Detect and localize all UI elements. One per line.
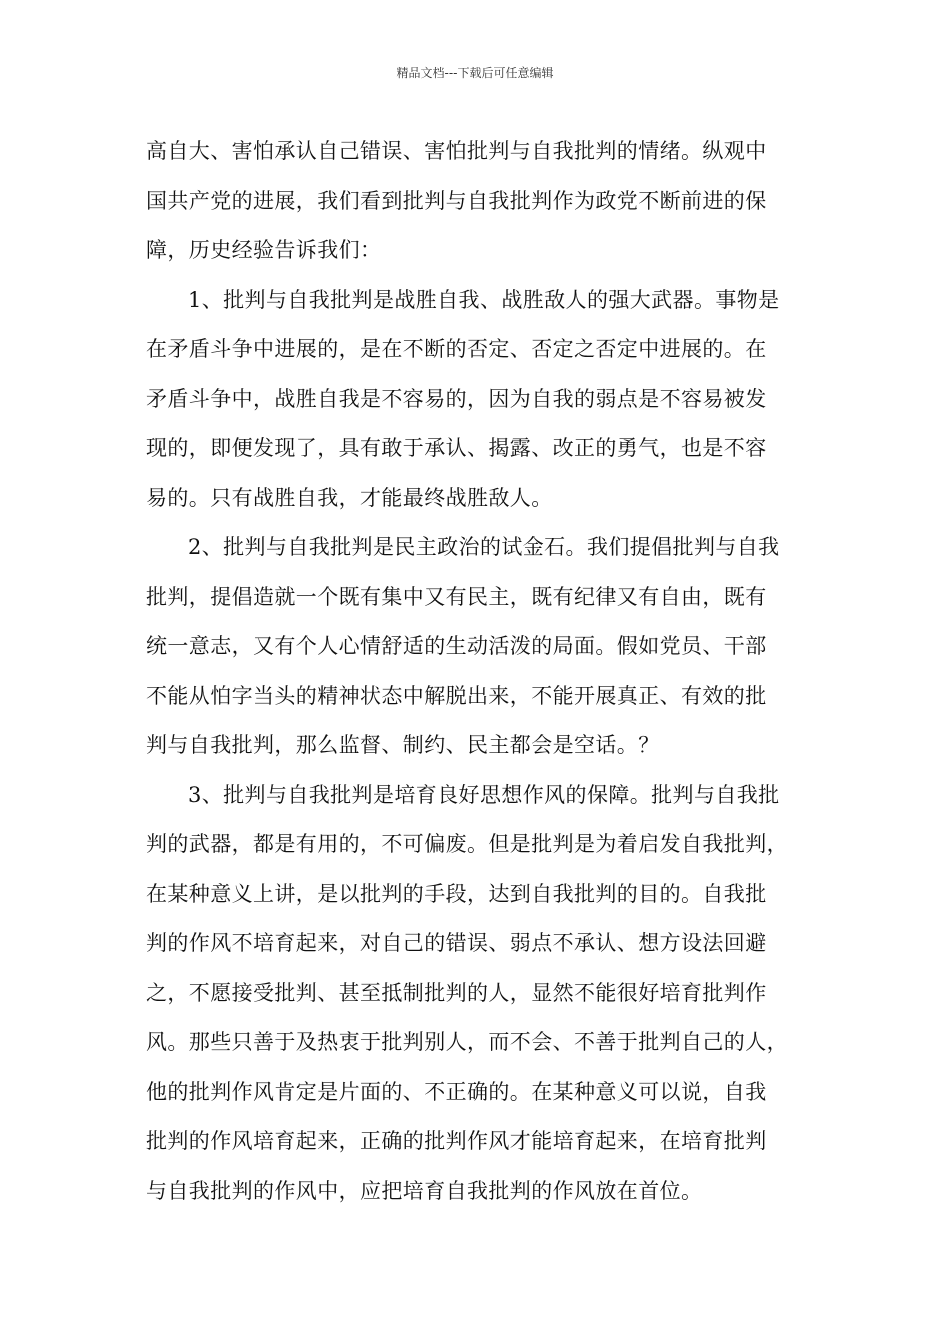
text-line: 统一意志，又有个人心情舒适的生动活泼的局面。假如党员、干部	[146, 634, 767, 658]
text-line: 1、批判与自我批判是战胜自我、战胜敌人的强大武器。事物是	[188, 287, 780, 312]
text-line: 易的。只有战胜自我，才能最终战胜敌人。	[146, 485, 553, 510]
text-line: 国共产党的进展，我们看到批判与自我批判作为政党不断前进的保	[146, 188, 767, 213]
text-line: 判的作风不培育起来，对自己的错误、弱点不承认、想方设法回避	[146, 931, 767, 955]
text-line: 他的批判作风肯定是片面的、不正确的。在某种意义可以说，自我	[146, 1079, 767, 1104]
text-line: 障，历史经验告诉我们：	[146, 238, 382, 262]
text-line: 批判，提倡造就一个既有集中又有民主，既有纪律又有自由，既有	[146, 584, 767, 609]
text-line: 与自我批判的作风中，应把培育自我批判的作风放在首位。	[146, 1178, 703, 1203]
text-line: 之，不愿接受批判、甚至抵制批判的人，显然不能很好培育批判作	[146, 980, 767, 1005]
document-body	[146, 127, 816, 1216]
text-line: 不能从怕字当头的精神状态中解脱出来，不能开展真正、有效的批	[146, 683, 767, 708]
text-line: 判的武器，都是有用的，不可偏废。但是批判是为着启发自我批判，	[146, 832, 788, 856]
text-line: 判与自我批判，那么监督、制约、民主都会是空话。？	[146, 733, 660, 757]
text-line: 在矛盾斗争中进展的，是在不断的否定、否定之否定中进展的。在	[146, 337, 767, 361]
text-line: 批判的作风培育起来，正确的批判作风才能培育起来，在培育批判	[146, 1129, 767, 1153]
text-line: 3、批判与自我批判是培育良好思想作风的保障。批判与自我批	[188, 782, 780, 807]
text-line: 2、批判与自我批判是民主政治的试金石。我们提倡批判与自我	[188, 535, 780, 559]
text-line: 高自大、害怕承认自己错误、害怕批判与自我批判的情绪。纵观中	[146, 139, 767, 163]
text-line: 矛盾斗争中，战胜自我是不容易的，因为自我的弱点是不容易被发	[146, 386, 767, 411]
text-line: 现的，即便发现了，具有敢于承认、揭露、改正的勇气，也是不容	[146, 436, 767, 460]
text-line: 在某种意义上讲，是以批判的手段，达到自我批判的目的。自我批	[146, 881, 767, 906]
page-header: 精品文档---下载后可任意编辑	[396, 66, 554, 80]
text-line: 风。那些只善于及热衷于批判别人，而不会、不善于批判自己的人，	[146, 1030, 788, 1054]
